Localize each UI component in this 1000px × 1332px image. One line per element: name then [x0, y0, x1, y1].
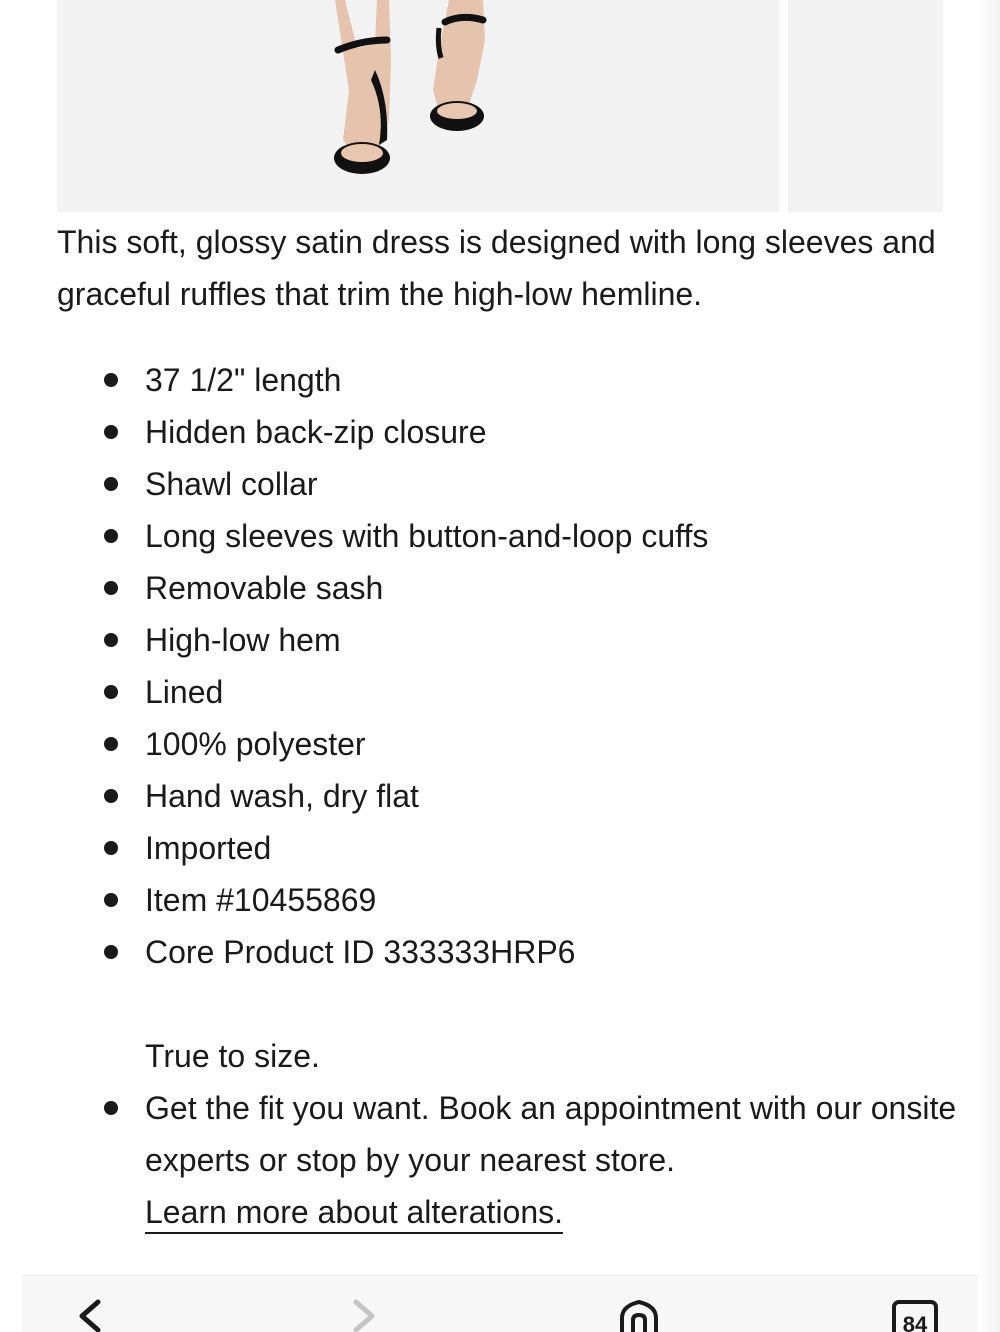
feature-item	[0, 354, 960, 406]
feature-text: Imported	[145, 830, 272, 866]
feature-item	[0, 822, 960, 874]
share-icon	[614, 1294, 664, 1332]
tabs-icon	[890, 1294, 940, 1332]
feature-item	[0, 770, 960, 822]
next-product-photo[interactable]	[788, 0, 943, 212]
feature-item	[0, 666, 960, 718]
product-description: This soft, glossy satin dress is designed with long sleeves and graceful ruffles that trim the high-low hemline.	[57, 224, 936, 312]
core-product-id: Core Product ID 333333HRP6	[145, 934, 576, 970]
forward-button[interactable]	[340, 1294, 390, 1332]
bullet-icon	[104, 633, 118, 647]
alterations-item	[0, 1082, 960, 1238]
bullet-icon	[104, 685, 118, 699]
item-number: Item #10455869	[145, 882, 377, 918]
product-image-gallery[interactable]	[57, 0, 943, 212]
bullet-icon	[104, 841, 118, 855]
feature-text: Hand wash, dry flat	[145, 778, 419, 814]
bullet-icon	[104, 1101, 118, 1115]
feature-text: Removable sash	[145, 570, 384, 606]
tabs-button[interactable]	[890, 1294, 940, 1332]
feature-item	[0, 614, 960, 666]
feature-text: Shawl collar	[145, 466, 318, 502]
model-feet-sandals-image	[57, 0, 779, 212]
bullet-icon	[104, 893, 118, 907]
bullet-icon	[104, 373, 118, 387]
bullet-icon	[104, 529, 118, 543]
feature-item	[0, 874, 960, 926]
feature-text: 100% polyester	[145, 726, 366, 762]
bullet-icon	[104, 425, 118, 439]
fit-note: True to size.	[145, 1038, 320, 1074]
feature-text: Hidden back-zip closure	[145, 414, 487, 450]
bullet-icon	[104, 477, 118, 491]
bullet-icon	[104, 945, 118, 959]
product-features-list	[0, 354, 960, 978]
page-edge	[978, 0, 1000, 1332]
feature-item	[0, 510, 960, 562]
bullet-icon	[104, 737, 118, 751]
feature-text: 37 1/2" length	[145, 362, 342, 398]
feature-text: High-low hem	[145, 622, 341, 658]
product-photo[interactable]	[57, 0, 779, 212]
feature-item	[0, 718, 960, 770]
forward-arrow-icon	[340, 1294, 390, 1332]
feature-item	[0, 926, 960, 978]
bullet-icon	[104, 581, 118, 595]
alterations-text: Get the fit you want. Book an appointment with our onsite experts or stop by your nearest store.	[145, 1090, 957, 1178]
share-button[interactable]	[614, 1294, 664, 1332]
back-arrow-icon	[64, 1294, 114, 1332]
feature-text: Long sleeves with button-and-loop cuffs	[145, 518, 709, 554]
back-button[interactable]	[64, 1294, 114, 1332]
bullet-icon	[104, 789, 118, 803]
tab-count: 84	[902, 1312, 928, 1332]
alterations-link[interactable]: Learn more about alterations.	[145, 1194, 563, 1234]
feature-item	[0, 458, 960, 510]
feature-item	[0, 406, 960, 458]
feature-item	[0, 562, 960, 614]
browser-toolbar	[22, 1275, 978, 1332]
feature-text: Lined	[145, 674, 224, 710]
